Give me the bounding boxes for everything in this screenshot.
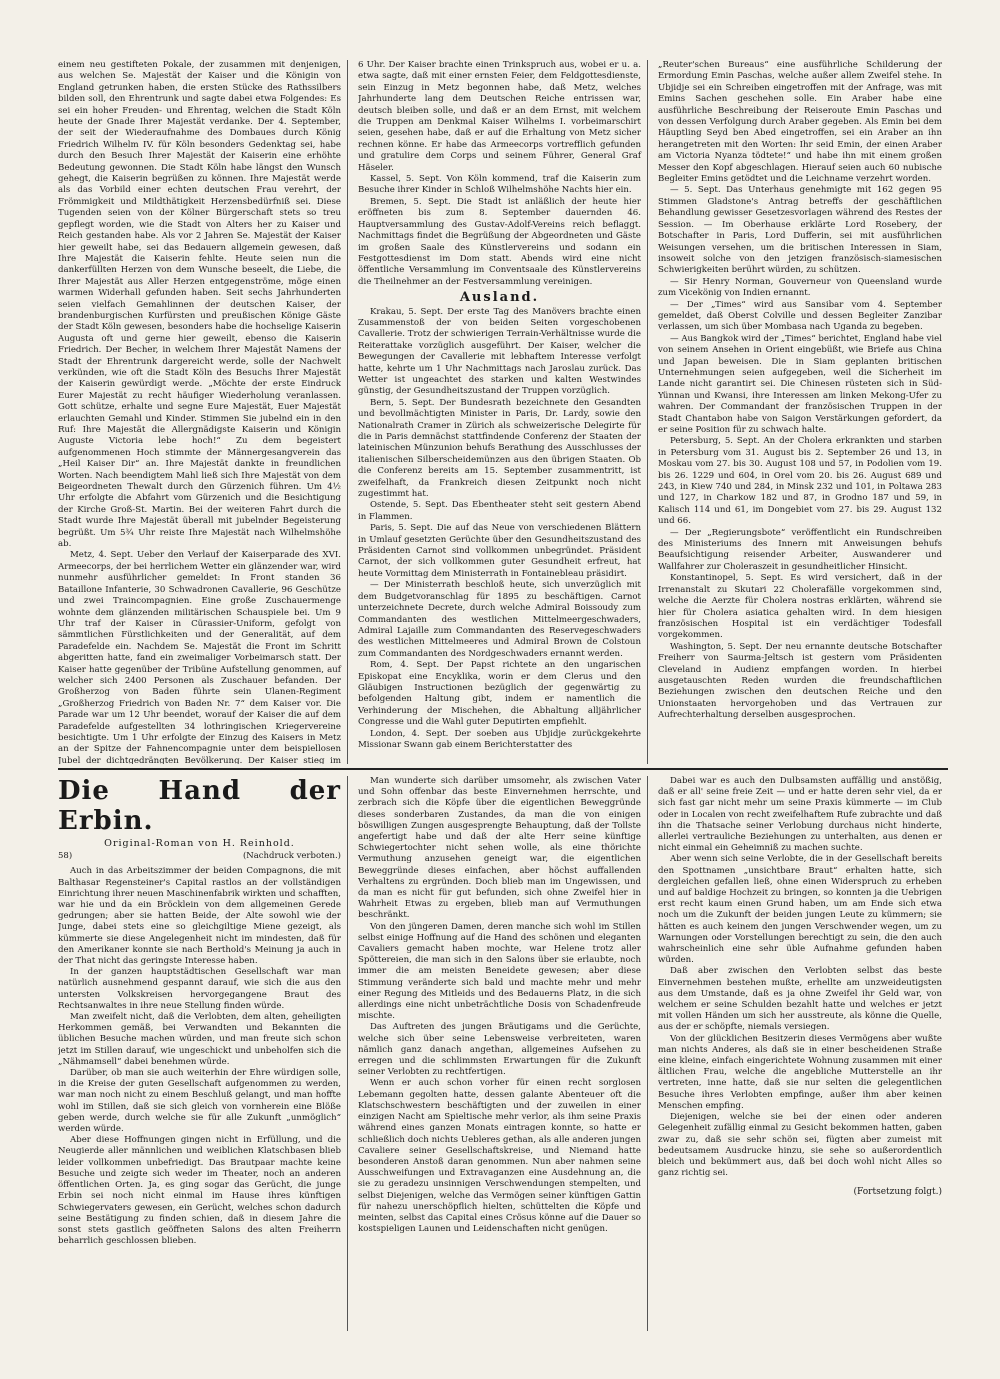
news-column-1	[58, 60, 348, 764]
paragraph: Bremen, 5. Sept. Die Stadt ist anläßlich der heute hier eröffneten bis zum 8. September dauernden 46. Hauptversammlung des Gustav-Adolf-Vereins reich beflaggt. Nachmittags findet die Begrüßung der Abgeordneten und Gäste im großen Saale des Künstlervereins und sodann ein Festgottesdienst im Dom statt. Abends wird eine nicht öffentliche Versammlung im Conventsaale des Künstlervereins die Theilnehmer an der Festversammlung vereinigen.	[358, 196, 641, 287]
paragraph: — Aus Bangkok wird der „Times“ berichtet, England habe viel von seinem Ansehen in Orient eingebüßt, wie Briefe aus China und Japan beweisen. Die in Siam geplanten britischen Unternehmungen seien aufgegeben, weil die Sicherheit im Lande nicht garantirt sei. Die Chinesen rüsteten sich in Süd-Yünnan und Kwansi, ihre Interessen am linken Mekong-Ufer zu wahren. Der Commandant der französischen Truppen in der Stadt Chantabon habe von Saigon Verstärkungen gefordert, da er seine Position für zu schwach halte.	[658, 333, 942, 435]
paragraph: — 5. Sept. Das Unterhaus genehmigte mit 162 gegen 95 Stimmen Gladstone's Antrag betreffs der geschäftlichen Behandlung gewisser Gesetzesvorlagen während des Restes der Session. — Im Oberhause erklärte Lord Rosebery, der Botschafter in Paris, Lord Dufferin, sei mit ausführlichen Weisungen versehen, um die britischen Interessen in Siam, insoweit solche von den jetzigen französisch-siamesischen Schwierigkeiten berührt würden, zu schützen.	[658, 185, 942, 276]
paragraph: Krakau, 5. Sept. Der erste Tag des Manövers brachte einen Zusammenstoß der von beiden Seiten vorgeschobenen Cavallerie. Trotz der schwierigen Terrain-Verhältnisse wurde die Reiterattake vorzüglich ausgeführt. Der Kaiser, welcher die Bewegungen der Cavallerie mit lebhaftem Interesse verfolgt hatte, kehrte um 1 Uhr Nachmittags nach Jaroslau zurück. Das Wetter ist ungeachtet des starken und kalten Westwindes günstig, der Gesundheitszustand der Truppen vorzüglich.	[358, 306, 641, 397]
paragraph: Washington, 5. Sept. Der neu ernannte deutsche Botschafter Freiherr von Saurma-Jeltsch ist gestern vom Präsidenten Cleveland in Audienz empfangen worden. In hierbei ausgetauschten Reden wurden die freundschaftlichen Beziehungen zwischen den deutschen Reiche und den Unionstaaten hervorgehoben und das Vertrauen zur Aufrechterhaltung derselben ausgesprochen.	[658, 641, 942, 721]
news-section	[58, 60, 948, 764]
paragraph: Aber diese Hoffnungen gingen nicht in Erfüllung, und die Neugierde aller männlichen und weiblichen Klatschbasen blieb leider vollkommen unbefriedigt. Das Brautpaar machte keine Besuche und zeigte sich weder im Theater, noch an anderen öffentlichen Orten. Ja, es ging sogar das Gerücht, die junge Erbin sei noch nicht einmal im Hause ihres künftigen Schwiegervaters gewesen, ein Gerücht, welches schon dadurch seine Bestätigung zu finden schien, daß in diesem Jahre die sonst stets gastlich geöffneten Salons des alten Freiherrn beharrlich geschlossen blieben.	[58, 1135, 341, 1247]
paragraph: Metz, 4. Sept. Ueber den Verlauf der Kaiserparade des XVI. Armeecorps, der bei herrlichem Wetter ein glänzender war, wird nunmehr ausführlicher gemeldet: In Front standen 36 Bataillone Infanterie, 30 Schwadronen Cavallerie, 96 Geschütze und zwei Traincompagnien. Eine große Zuschauermenge wohnte dem glänzenden militärischen Schauspiele bei. Um 9 Uhr traf der Kaiser in Cürassier-Uniform, gefolgt von sämmtlichen Fürstlichkeiten und der Generalität, auf dem Paradefelde ein. Nachdem Se. Majestät die Front im Schritt abgeritten hatte, fand ein zweimaliger Vorbeimarsch statt. Der Kaiser hatte gegenüber der Tribüne Aufstellung genommen, auf welcher sich 2400 Personen als Zuschauer befanden. Der Großherzog von Baden führte sein Ulanen-Regiment „Großherzog Friedrich von Baden Nr. 7“ dem Kaiser vor. Die Parade war um 12 Uhr beendet, worauf der Kaiser die auf dem Paradefelde aufgestellten 34 lothringischen Kriegervereine besichtigte. Um 1 Uhr erfolgte der Einzug des Kaisers in Metz an der Spitze der Fahnencompagnie unter dem beispiellosen Jubel der dichtgedrängten Bevölkerung. Der Kaiser stieg im	[58, 550, 341, 764]
novel-subtitle: Original-Roman von H. Reinhold.	[104, 838, 295, 849]
paragraph: Auch in das Arbeitszimmer der beiden Compagnons, die mit Balthasar Regensteiner's Capital rastlos an der vollständigen Einrichtung ihrer neuen Maschinenfabrik wirkten und schafften, war hie und da ein Bröcklein von dem allgemeinen Gerede gedrungen; aber sie hatten Beide, der Alte sowohl wie der Junge, dabei stets eine so gleichgiltige Miene gezeigt, als kümmerte sie diese Angelegenheit nicht im mindesten, daß für den Amerikaner konnte sie nach Berthold's Meinung ja auch in der That nicht das geringste Interesse haben.	[58, 866, 341, 967]
novel-column-3	[658, 776, 948, 1331]
novel-title: Die Hand der Erbin.	[58, 776, 341, 836]
paragraph: Darüber, ob man sie auch weiterhin der Ehre würdigen solle, in die Kreise der guten Gesellschaft aufgenommen zu werden, war man noch nicht zu einem Beschluß gelangt, und man hoffte wohl im Stillen, daß sie sich gleich von vornherein eine Blöße geben werde, durch welche sie für alle Zukunft „unmöglich“ werden würde.	[58, 1068, 341, 1135]
paragraph: — Der „Times“ wird aus Sansibar vom 4. September gemeldet, daß Oberst Colville und dessen Begleiter Zanzibar verlassen, um sich über Mombasa nach Uganda zu begeben.	[658, 299, 942, 333]
installment-number: 58)	[58, 851, 73, 862]
paragraph: einem neu gestifteten Pokale, der zusammen mit denjenigen, aus welchen Se. Majestät der Kaiser und die Königin von England getrunken haben, die ersten Stücke des Rathssilbers bilden soll, den Ehrentrunk und sagte dabei etwa Folgendes: Es sei ein hoher Freuden- und Ehrentag, welchen die Stadt Köln heute der Gnade Ihrer Majestät verdanke. Der 4. September, der seit der Wiederaufnahme des Dombaues durch König Friedrich Wilhelm IV. für Köln besonders Gedenktag sei, habe durch den Besuch Ihrer Majestät der Kaiserin eine erhöhte Bedeutung gewonnen. Die Stadt Köln habe längst den Wunsch gehegt, die Kaiserin begrüßen zu können. Ihre Majestät werde als das Vorbild einer echten deutschen Frau verehrt, der Frömmigkeit und Mildthätigkeit Herzensbedürfniß sei. Diese Tugenden seien von der Kölner Bürgerschaft stets so treu gepflegt worden, wie die Stadt von Alters her zu Kaiser und Reich gestanden habe. Als vor 2 Jahren Se. Majestät der Kaiser hier geweilt habe, sei das Bedauern allgemein gewesen, daß Ihre Majestät die Kaiserin fehlte. Heute seien nun die dankerfüllten Herzen von dem Wunsche beseelt, die Liebe, die Ihrer Majestät aus Aller Herzen entgegenströme, möge einen warmen Widerhall gefunden haben. Seit sechs Jahrhunderten seien vielfach Gemahlinnen der deutschen Kaiser, der brandenburgischen Kurfürsten und preußischen Könige Gäste der Stadt Köln gewesen, besonders habe die hochselige Kaiserin Augusta oft und gerne hier geweilt, ebenso die Kaiserin Friedrich. Der Becher, in welchem Ihrer Majestät Namens der Stadt der Ehrentrunk dargereicht werde, solle der Nachwelt verkünden, wie oft die Stadt Köln des Besuchs Ihrer Majestät der Kaiserin gewürdigt werde. „Möchte der erste Eindruck Eurer Majestät zu recht häufiger Wiederholung veranlassen. Gott schütze, erhalte und segne Eure Majestät, Euer Majestät erlauchten Gemahl und Kinder. Stimmen Sie jubelnd ein in den Ruf: Ihre Majestät die Allergnädigste Kaiserin und Königin Auguste Victoria lebe hoch!“ Zu dem begeistert aufgenommenen Hoch stimmte der Männergesangverein das „Heil Kaiser Dir“ an. Ihre Majestät dankte in freundlichen Worten. Nach beendigtem Mahl ließ sich Ihre Majestät von dem Beigeordneten Thewalt durch den Gürzenich führen. Um 4½ Uhr erfolgte die Abfahrt vom Gürzenich und die Besichtigung der Kirche Groß-St. Martin. Bei der weiteren Fahrt durch die Stadt wurde Ihre Majestät überall mit jubelnder Begeisterung begrüßt. Um 5¾ Uhr reiste Ihre Majestät nach Wilhelmshöhe ab.	[58, 60, 341, 550]
paragraph: In der ganzen hauptstädtischen Gesellschaft war man natürlich ausnehmend gespannt darauf, wie sich die aus den untersten Volkskreisen hervorgegangene Braut des Rechtsanwaltes in ihre neue Stellung finden würde.	[58, 967, 341, 1011]
paragraph: Dabei war es auch den Dulbsamsten auffällig und anstößig, daß er all' seine freie Zeit — und er hatte deren sehr viel, da er sich fast gar nicht mehr um seine Praxis kümmerte — im Club oder in Localen von recht zweifelhaftem Rufe zubrachte und daß ihn die Thatsache seiner Verlobung durchaus nicht hinderte, allerlei vertrauliche Beziehungen zu unterhalten, aus denen er nicht einmal ein Geheimniß zu machen suchte.	[658, 776, 942, 854]
section-heading-ausland: Ausland.	[459, 290, 540, 306]
paragraph: Petersburg, 5. Sept. An der Cholera erkrankten und starben in Petersburg vom 31. August bis 2. September 26 und 13, in Moskau vom 27. bis 30. August 108 und 57, in Podolien vom 19. bis 26. 1229 und 604, in Orel vom 20. bis 26. August 689 und 243, in Kiew 740 und 284, in Minsk 232 und 101, in Poltawa 283 und 127, in Charkow 182 und 87, in Grodno 187 und 59, in Kalisch 114 und 61, im Dongebiet vom 27. bis 29. August 132 und 66.	[658, 436, 942, 527]
paragraph: Paris, 5. Sept. Die auf das Neue von verschiedenen Blättern in Umlauf gesetzten Gerüchte über den Gesundheitszustand des Präsidenten Carnot sind vollkommen unbegründet. Präsident Carnot, der sich vollkommen guter Gesundheit erfreut, hat heute Vormittag dem Ministerrath in Fontainebleau präsidirt.	[358, 523, 641, 579]
paragraph: — Sir Henry Norman, Gouverneur von Queensland wurde zum Vicekönig von Indien ernannt.	[658, 276, 942, 299]
news-column-2	[358, 60, 648, 764]
paragraph: Aber wenn sich seine Verlobte, die in der Gesellschaft bereits den Spottnamen „unsichtbare Braut“ erhalten hatte, sich dergleichen gefallen ließ, ohne einen Widerspruch zu erheben und auf baldige Hochzeit zu bringen, so konnten ja die Uebrigen erst recht kaum einen Grund haben, um am Ende sich etwa noch um die Zukunft der beiden jungen Leute zu kümmern; sie hätten es auch keinem den jungen Verschwender wegen, um zu Warnungen oder Vorstellungen berechtigt zu sein, die den auch wahrscheinlich eine sehr üble Aufnahme gefunden haben würden.	[658, 854, 942, 966]
reprint-note: (Nachdruck verboten.)	[242, 851, 341, 862]
paragraph: Das Auftreten des jungen Bräutigams und die Gerüchte, welche sich über seine Lebensweise verbreiteten, waren nämlich ganz danach angethan, allgemeines Aufsehen zu erregen und die schlimmsten Erwartungen für die Zukunft seiner Verlobten zu rechtfertigen.	[358, 1022, 641, 1078]
novel-column-2	[358, 776, 648, 1331]
paragraph: Von den jüngeren Damen, deren manche sich wohl im Stillen selbst einige Hoffnung auf die Hand des schönen und eleganten Cavaliers gemacht haben mochte, war Helene trotz aller Spöttereien, die man sich in den Salons über sie erlaubte, noch immer die am meisten Beneidete gewesen; aber diese Stimmung veränderte sich bald und machte mehr und mehr einer Regung des Mitleids und des Bedauerns Platz, in die sich allerdings eine nicht unbeträchtliche Dosis von Schadenfreude mischte.	[358, 921, 641, 1022]
paragraph: — Der Ministerrath beschloß heute, sich unverzüglich mit dem Budgetvoranschlag für 1895 zu beschäftigen. Carnot unterzeichnete Decrete, durch welche Admiral Boissoudy zum Commandanten des westlichen Mittelmeergeschwaders, Admiral Lajaille zum Commandanten des Reservegeschwaders des westlichen Mittelmeeres und Admiral Brown de Colstoun zum Commandanten des Nordgeschwaders ernannt werden.	[358, 580, 641, 659]
paragraph: Diejenigen, welche sie bei der einen oder anderen Gelegenheit zufällig einmal zu Gesicht bekommen hatten, gaben zwar zu, daß sie sehr schön sei, fügten aber zumeist mit bedeutsamem Ausdrucke hinzu, sie sehe so außerordentlich bleich und bekümmert aus, daß bei doch wohl nicht Alles so ganz richtig sei.	[658, 1112, 942, 1179]
paragraph: Man zweifelt nicht, daß die Verlobten, dem alten, geheiligten Herkommen gemäß, bei Verwandten und Bekannten die üblichen Besuche machen würden, und man freute sich schon jetzt im Stillen darauf, wie ungeschickt und unbeholfen sich die „Nähmamsell“ dabei benehmen würde.	[58, 1012, 341, 1067]
paragraph: — Der „Regierungsbote“ veröffentlicht ein Rundschreiben des Ministeriums des Innern mit Anweisungen behufs Beaufsichtigung reisender Arbeiter, Auswanderer und Wallfahrer zur Choleraszeit in gesundheitlicher Hinsicht.	[658, 527, 942, 572]
novel-section	[58, 776, 948, 1331]
section-divider	[58, 768, 948, 770]
novel-column-1	[58, 776, 348, 1331]
paragraph: Daß aber zwischen den Verlobten selbst das beste Einvernehmen bestehen mußte, erhellte am unzweideutigsten aus dem Umstande, daß es ja ohne Zweifel ihr Geld war, von welchem er seine Schulden bezahlt hatte und welches er jetzt mit vollen Händen um sich her ausstreute, als könne die Quelle, aus der er schöpfte, niemals versiegen.	[658, 966, 942, 1033]
news-column-3	[658, 60, 948, 764]
paragraph: Kassel, 5. Sept. Von Köln kommend, traf die Kaiserin zum Besuche ihrer Kinder in Schloß Wilhelmshöhe Nachts hier ein.	[358, 174, 641, 196]
paragraph: Bern, 5. Sept. Der Bundesrath bezeichnete den Gesandten und bevollmächtigten Minister in Paris, Dr. Lardy, sowie den Nationalrath Cramer in Zürich als schweizerische Delegirte für die in Paris demnächst stattfindende Conferenz der Staaten der lateinischen Münzunion behufs Berathung des Ausschlusses der italienischen Silberscheidemünzen aus den übrigen Staaten. Ob die Conferenz bereits am 15. September zusammentritt, ist zweifelhaft, da Frankreich diesen Zeitpunkt noch nicht zugestimmt hat.	[358, 397, 641, 500]
paragraph: Wenn er auch schon vorher für einen recht sorglosen Lebemann gegolten hatte, dessen galante Abenteuer oft die Klatschschwestern beschäftigten und der zuweilen in einer einzigen Nacht am Spieltische mehr verlor, als ihm seine Praxis während eines ganzen Monats eintragen konnte, so hatte er schließlich doch nichts Uebleres gethan, als alle anderen jungen Cavaliere seiner Gesellschaftskreise, und Niemand hatte besonderen Anstoß daran genommen. Nun aber nahmen seine Ausschweifungen und Extravaganzen eine Ausdehnung an, die sie zu geradezu unsinnigen Verschwendungen stempelten, und selbst Diejenigen, welche das Vermögen seiner künftigen Gattin für nahezu unerschöpflich hielten, schüttelten die Köpfe und meinten, selbst das Capital eines Crösus könne auf die Dauer so kostspieligen Launen und Leidenschaften nicht genügen.	[358, 1078, 641, 1235]
paragraph: Ostende, 5. Sept. Das Ebentheater steht seit gestern Abend in Flammen.	[358, 500, 641, 522]
paragraph: „Reuter'schen Bureaus“ eine ausführliche Schilderung der Ermordung Emin Paschas, welche außer allem Zweifel stehe. In Ubjidje sei ein Schreiben eingetroffen mit der Anfrage, was mit Emins Sachen geschehen solle. Ein Araber habe eine ausführliche Beschreibung der Reiseroute Emin Paschas und von dessen Verfolgung durch Araber gegeben. Als Emin bei dem Häuptling Seyd ben Abed eingetroffen, sei ein Araber an ihn herangetreten mit den Worten: Ihr seid Emin, der einen Araber am Victoria Nyanza tödtete!“ und habe ihn mit einem großen Messer den Kopf abgeschlagen. Hierauf seien auch 60 nubische Begleiter Emins getödtet und die Leichname verzehrt worden.	[658, 60, 942, 185]
paragraph: Konstantinopel, 5. Sept. Es wird versichert, daß in der Irrenanstalt zu Skutari 22 Cholerafälle vorgekommen sind, welche die Aerzte für Cholera nostras erklärten, während sie hier für Cholera asiatica gehalten wird. In dem hiesigen französischen Hospital ist ein verdächtiger Todesfall vorgekommen.	[658, 573, 942, 641]
paragraph: Rom, 4. Sept. Der Papst richtete an den ungarischen Episkopat eine Encyklika, worin er dem Clerus und den Gläubigen Instructionen bezüglich der gegenwärtig zu befolgenden Haltung gibt, indem er namentlich die Verhinderung der Mischehen, die Abhaltung alljährlicher Congresse und die Wahl guter Deputirten empfiehlt.	[358, 660, 641, 728]
paragraph: Man wunderte sich darüber umsomehr, als zwischen Vater und Sohn offenbar das beste Einvernehmen herrschte, und zerbrach sich die Köpfe über die eigentlichen Beweggründe dieses sonderbaren Zustandes, da man die von einigen böswilligen Zungen ausgesprengte Behauptung, daß der Tollste angefertigt habe und daß der alte Herr seine künftige Schwiegertochter nicht sehen wolle, als eine thörichte Vermuthung anzusehen geneigt war, die eigentlichen Beweggründe dieses einfachen, aber höchst auffallenden Verhaltens zu ergründen. Doch blieb man im Ungewissen, und da man es nicht für gut befunden, sich ohne Zweifel hier in Wahrheit Etwas zu ergeben, blieb man auf Vermuthungen beschränkt.	[358, 776, 641, 921]
paragraph: London, 4. Sept. Der soeben aus Ubjidje zurückgekehrte Missionar Swann gab einem Berichterstatter des	[358, 728, 641, 750]
paragraph: Von der glücklichen Besitzerin dieses Vermögens aber wußte man nichts Anderes, als daß sie in einer bescheidenen Straße eine kleine, einfach eingerichtete Wohnung zusammen mit einer ältlichen Frau, welche die angebliche Mutterstelle an ihr vertreten, inne hatte, daß sie nur selten die gelegentlichen Besuche ihres Verlobten empfinge, außer ihm aber keinen Menschen empfing.	[658, 1033, 942, 1111]
continued-note: (Fortsetzung folgt.)	[853, 1187, 942, 1198]
novel-meta	[58, 851, 341, 862]
paragraph: 6 Uhr. Der Kaiser brachte einen Trinkspruch aus, wobei er u. a. etwa sagte, daß mit einer ernsten Feier, dem Feldgottesdienste, sein Einzug in Metz begonnen habe, daß Metz, welches Jahrhunderte lang dem Deutschen Reiche entrissen war, deutsch bleiben solle, und daß er an dem Ernst, mit welchem die Truppen am Denkmal Kaiser Wilhelms I. vorbeimarschirt seien, gesehen habe, daß er auf die Erhaltung von Metz sicher rechnen könne. Er habe das Armeecorps vortrefflich gefunden und gratulire dem Corps und seinem Führer, General Graf Häseler.	[358, 60, 641, 173]
